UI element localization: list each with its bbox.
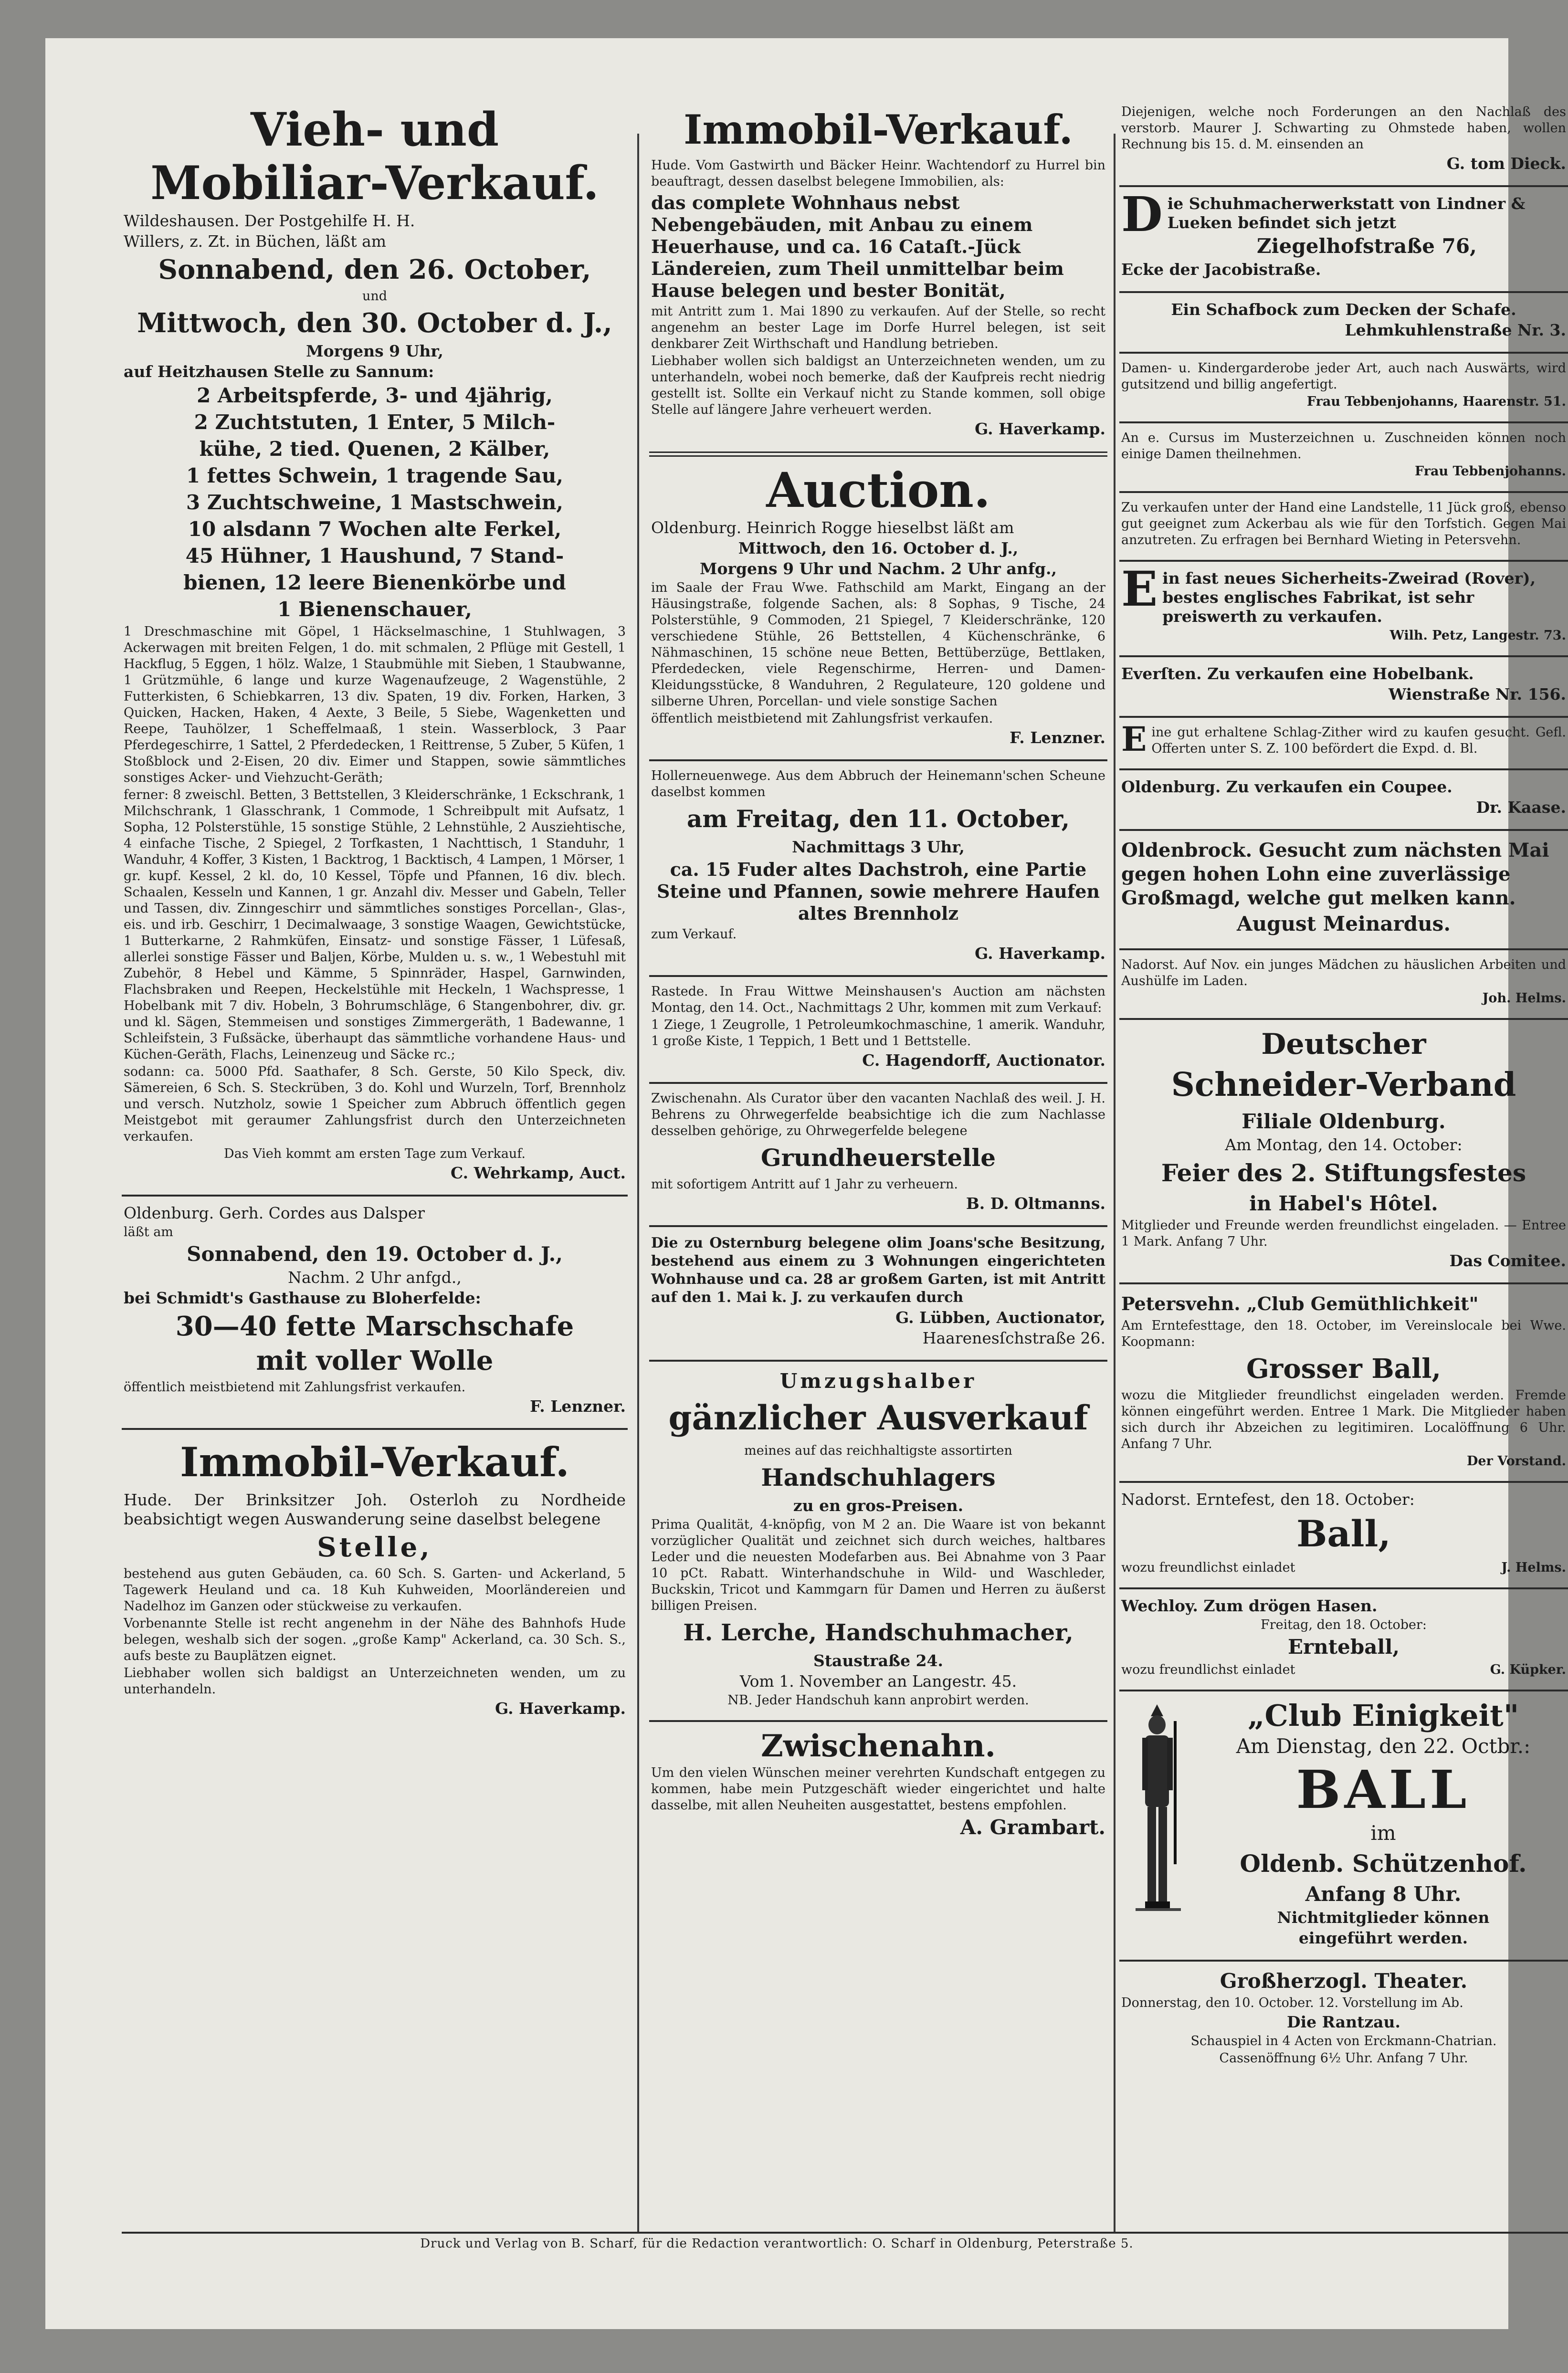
- ad-text: mit Antritt zum 1. Mai 1890 zu verkaufen. Auf der Stelle, so recht angenehm an bester Lage im Dorfe Hurrel belegen, ist seit denkbarer Zeit Wirthschaft und Handlung betrieben.: [651, 304, 1105, 351]
- ad-text: Vorbenannte Stelle ist recht angenehm in der Nähe des Bahnhofs Hude belegen, weshalb sich der sogen. „große Kamp" Ackerland, ca. 30 Sch. S., aufs beste zu Bauplätzen eignet.: [124, 1616, 626, 1663]
- divider: [1119, 655, 1568, 657]
- ad-text: Schauspiel in 4 Acten von Erckmann-Chatrian.: [1190, 2034, 1497, 2048]
- divider: [649, 1225, 1107, 1227]
- ad-text: Die zu Osternburg belegene olim Joans'sche Besitzung, bestehend aus einem zu 3 Wohnungen eingerichteten Wohnhause und ca. 28 ar großem Garten, ist mit Antritt auf den 1. Mai k. J. zu verkaufen durch: [651, 1235, 1105, 1306]
- ad-date: Sonnabend, den 19. October d. J.,: [187, 1242, 563, 1266]
- ad-headline: Ernteball,: [1288, 1635, 1400, 1659]
- ad-time: Nachm. 2 Uhr anfgd.,: [288, 1268, 462, 1287]
- ad-text: meines auf das reichhaltigste assortirten: [744, 1443, 1012, 1458]
- ad-text: Das Vieh kommt am ersten Tage zum Verkauf.: [224, 1146, 526, 1161]
- ad-headline: Die Rantzau.: [1286, 2013, 1401, 2031]
- ad-signature: Der Vorstand.: [1467, 1454, 1566, 1469]
- divider: [649, 975, 1107, 977]
- ad-text: Mitglieder und Freunde werden freundlichst eingeladen. — Entree 1 Mark. Anfang 7 Uhr.: [1121, 1218, 1566, 1249]
- ad-item: 1 Bienenschauer,: [277, 598, 472, 621]
- ad-text: Oldenburg. Zu verkaufen ein Coupee.: [1121, 777, 1452, 796]
- divider: [1119, 1960, 1568, 1962]
- divider: [649, 1360, 1107, 1362]
- ad-signature: Das Comitee.: [1449, 1251, 1566, 1270]
- ad-text: Nadorst. Erntefest, den 18. October:: [1121, 1490, 1415, 1509]
- ad-headline: Handschuhlagers: [761, 1463, 996, 1491]
- ad-cordes-marschschafe: [122, 1199, 628, 1425]
- ad-text: wozu freundlichst einladet: [1121, 1662, 1295, 1677]
- ad-place: in Habel's Hôtel.: [1249, 1192, 1438, 1215]
- ad-title: „Club Einigkeit": [1247, 1698, 1519, 1733]
- ad-headline: 30—40 fette Marschschafe: [175, 1311, 574, 1342]
- column-right: [1119, 100, 1568, 2224]
- ad-text: Damen- u. Kindergarderobe jeder Art, auch nach Auswärts, wird gutsitzend und billig angefertigt.: [1121, 361, 1566, 392]
- ad-item: bienen, 12 leere Bienenkörbe und: [183, 571, 566, 594]
- ad-headline: Grundheuerstelle: [760, 1144, 996, 1172]
- ad-place: bei Schmidt's Gasthause zu Bloherfelde:: [124, 1289, 481, 1307]
- ad-item: 2 Zuchtstuten, 1 Enter, 5 Milch-: [194, 410, 556, 434]
- ad-club-einigkeit: [1119, 1694, 1568, 1957]
- ad-time: Morgens 9 Uhr,: [306, 342, 443, 360]
- ad-lerche-ausverkauf: [649, 1365, 1107, 1717]
- ad-headline: ca. 15 Fuder altes Dachstroh, eine Partie Steine und Pfannen, sowie mehrere Haufen altes Brennholz: [657, 859, 1100, 924]
- ad-text: wozu freundlichst einladet: [1121, 1560, 1295, 1575]
- divider: [1119, 1690, 1568, 1691]
- ad-text: ferner: 8 zweischl. Betten, 3 Bettstellen, 3 Kleiderschränke, 1 Eckschrank, 1 Milchschrank, 1 Glasschrank, 1 Commode, 1 Schreibpult mit Aufsatz, 1 Sopha, 12 Polsterstühle, 15 sonstige Stühle, 2 Lehnstühle, 2 Ausziehtische, 4 einfache Tische, 2 Spiegel, 2 Torfkasten, 1 Nachttisch, 1 Standuhr, 1 Wanduhr, 4 Koffer, 3 Kisten, 1 Backtrog, 1 Backtisch, 4 Lampen, 1 Mörser, 1 gr. kupf. Kessel, 2 kl. do, 10 Kessel, Töpfe und Pfannen, 16 div. blech. Schaalen, Kesseln und Kannen, 1 gr. Anzahl div. Messer und Gabeln, Teller und Tassen, div. Zinngeschirr und sämmtliches sonstiges Porcellan-, Glas-, eis. und irb. Geschirr, 1 Decimalwaage, 3 sonstige Waagen, Gewichtstücke, 1 Butterkarne, 2 Rahmküfen, Einsatz- und sonstige Fässer, 1 Lüfesaß, allerlei sonstige Fässer und Baljen, Körbe, Mulden u. s. w., 1 Webestuhl mit Zubehör, 8 Hebel und Kämme, 5 Spinnräder, Haspel, Garnwinden, Flachsbraken und Reepen, Heckelstühle mit Heckeln, 1 Wachspresse, 1 Hobelbank mit 7 div. Hobeln, 3 Bohrumschläge, 6 Stangenbohrer, div. gr. und kl. Sägen, Stemmeisen und sonstiges Zimmergeräth, 1 Badewanne, 1 Schleifstein, 3 Fußsäcke, überhaupt das sämmtliche vorhandene Haus- und Küchen-Geräth, Flachs, Leinenzeug und Säcke rc.;: [124, 788, 626, 1062]
- ad-item: 45 Hühner, 1 Haushund, 7 Stand-: [185, 544, 564, 567]
- ad-text: Zwischenahn. Als Curator über den vacanten Nachlaß des weil. J. H. Behrens zu Ohrwegerfelde beabsichtige ich die zum Nachlasse desselben gehörige, zu Ohrwegerfelde belegene: [651, 1091, 1105, 1138]
- divider: [1119, 1282, 1568, 1284]
- ad-wechloy-ernteball: [1119, 1592, 1568, 1687]
- initial-letter: E: [1121, 561, 1158, 617]
- ad-rastede-auction: [649, 980, 1107, 1079]
- ad-zwischenahn-grundheuerstelle: [649, 1087, 1107, 1222]
- divider: [1119, 1587, 1568, 1589]
- ad-schafbock: [1119, 296, 1568, 349]
- ad-date: Am Montag, den 14. October:: [1225, 1135, 1463, 1154]
- ad-text: An e. Cursus im Musterzeichnen u. Zuschneiden können noch einige Damen theilnehmen.: [1121, 430, 1566, 462]
- ad-hollerneuenwege: [649, 764, 1107, 972]
- ad-date: Mittwoch, den 30. October d. J.,: [137, 307, 612, 339]
- ad-time: Anfang 8 Uhr.: [1305, 1882, 1462, 1906]
- divider: [1119, 1018, 1568, 1020]
- ad-text: Cassenöffnung 6½ Uhr. Anfang 7 Uhr.: [1219, 2051, 1468, 2066]
- ad-signature: A. Grambart.: [960, 1816, 1105, 1839]
- ad-text: läßt am: [124, 1225, 173, 1239]
- ad-text: öffentlich meistbietend mit Zahlungsfrist verkaufen.: [124, 1380, 466, 1395]
- ad-address: Haarenesſchstraße 26.: [922, 1329, 1105, 1347]
- ad-place: auf Heitzhausen Stelle zu Sannum:: [124, 362, 434, 381]
- ad-coupee: [1119, 773, 1568, 826]
- ad-text: 1 Dreschmaschine mit Göpel, 1 Häckselmaschine, 1 Stuhlwagen, 3 Ackerwagen mit breiten Felgen, 1 do. mit schmalen, 2 Pflüge mit Gestell, 1 Hackflug, 5 Eggen, 1 hölz. Walze, 1 Staubmühle mit Sieben, 1 Staubwanne, 1 Grützmühle, 6 lange und kurze Wagenaufzeuge, 2 Wagenstühle, 2 Futterkisten, 6 Schiebkarren, 13 div. Spaten, 19 div. Forken, Harken, 3 Quicken, Hacken, Haken, 4 Aexte, 3 Beile, 5 Siebe, Wagenketten und Reepe, Tauhölzer, 1 Scheffelmaaß, 1 stein. Wasserblock, 3 Paar Pferdegeschirre, 1 Sattel, 2 Pferdedecken, 1 Reittrense, 5 Zuber, 5 Küfen, 1 Stoßblock und 2-Eisen, 20 div. Eimer und Stappen, sowie sämmtliches sonstiges Acker- und Viehzucht-Geräth;: [124, 624, 626, 785]
- ad-text: zu en gros-Preisen.: [793, 1496, 964, 1515]
- ad-text: Everſten. Zu verkaufen eine Hobelbank.: [1121, 664, 1474, 683]
- ad-signature: G. Haverkamp.: [975, 944, 1105, 963]
- ad-text: Um den vielen Wünschen meiner verehrten Kundschaft entgegen zu kommen, habe mein Putzgeschäft wieder eingerichtet und halte dasselbe, mit allen Neuheiten ausgestattet, bestens empfohlen.: [651, 1765, 1105, 1813]
- divider: [1119, 829, 1568, 831]
- ad-signature: J. Helms.: [1501, 1560, 1566, 1575]
- ad-damengarderobe: [1119, 357, 1568, 419]
- initial-letter: D: [1121, 186, 1163, 242]
- soldier-illustration: [1121, 1702, 1193, 1931]
- ad-signature: C. Hagendorff, Auctionator.: [862, 1051, 1105, 1070]
- ad-text: Oldenbrock. Gesucht zum nächsten Mai gegen hohen Lohn eine zuverlässige Großmagd, welche gut melken kann.: [1121, 839, 1549, 909]
- ad-text: Wechloy. Zum drögen Hasen.: [1121, 1596, 1378, 1615]
- ad-musterzeichnen: [1119, 426, 1568, 488]
- ad-text: NB. Jeder Handschuh kann anprobirt werden.: [727, 1693, 1029, 1708]
- ad-title: Zwischenahn.: [761, 1728, 996, 1764]
- ad-osternburg-besitzung: [649, 1230, 1107, 1357]
- ad-grambart-putzgeschaeft: [649, 1725, 1107, 1849]
- ad-schuhmacherwerkstatt: [1119, 186, 1568, 288]
- ad-address: Lehmkuhlenstraße Nr. 3.: [1345, 321, 1566, 339]
- ad-subtitle: Filiale Oldenburg.: [1242, 1110, 1446, 1133]
- ad-time: Morgens 9 Uhr und Nachm. 2 Uhr anfg.,: [700, 559, 1057, 578]
- ad-text: mit sofortigem Antritt auf 1 Jahr zu verheuern.: [651, 1177, 958, 1192]
- ad-signature: G. Haverkamp.: [975, 420, 1105, 438]
- ad-text: Vom 1. November an Langestr. 45.: [739, 1672, 1017, 1690]
- ad-text: eingeführt werden.: [1298, 1929, 1468, 1947]
- ad-item: 2 Arbeitspferde, 3- und 4jährig,: [197, 384, 553, 407]
- ad-text: Donnerstag, den 10. October. 12. Vorstellung im Ab.: [1121, 1995, 1463, 2010]
- footer-divider: [122, 2232, 1568, 2234]
- ad-text: Diejenigen, welche noch Forderungen an den Nachlaß des verstorb. Maurer J. Schwarting zu Ohmstede haben, wollen Rechnung bis 15. d. M. einsenden an: [1121, 105, 1566, 152]
- ad-text: Nadorst. Auf Nov. ein junges Mädchen zu häuslichen Arbeiten und Aushülfe im Laden.: [1121, 957, 1566, 988]
- ad-text: Freitag, den 18. October:: [1260, 1617, 1427, 1632]
- ad-text: Ein Schafbock zum Decken der Schafe.: [1171, 300, 1516, 319]
- ad-date: am Freitag, den 11. October,: [686, 805, 1070, 833]
- ad-grossmagd: [1119, 834, 1568, 945]
- ad-text: ie Schuhmacherwerkstatt von Lindner & Lueken befindet sich jetzt: [1167, 194, 1526, 232]
- ad-text: Liebhaber wollen sich baldigst an Unterzeichneten wenden, um zu unterhandeln, wobei noch bemerke, daß der Kaufpreis recht niedrig gestellt ist. Sollte ein Verkauf nicht zu Stande kommen, soll obige Stelle auf längere Jahre verheuert werden.: [651, 354, 1105, 417]
- ad-text: im: [1370, 1821, 1396, 1845]
- column-divider: [1114, 134, 1115, 2234]
- ad-landstelle: [1119, 496, 1568, 557]
- ad-date: Mittwoch, den 16. October d. J.,: [738, 539, 1019, 557]
- ad-title: Immobil-Verkauf.: [180, 1438, 569, 1486]
- divider: [1119, 352, 1568, 354]
- ad-vieh-mobiliar-verkauf: [122, 100, 628, 1192]
- divider: [1119, 948, 1568, 950]
- ad-item: 3 Zuchtschweine, 1 Mastschwein,: [186, 491, 563, 514]
- ad-item: kühe, 2 tied. Quenen, 2 Kälber,: [199, 437, 550, 461]
- ad-theater: [1119, 1964, 1568, 2075]
- ad-title: Petersvehn. „Club Gemüthlichkeit": [1121, 1293, 1479, 1314]
- ad-item: 1 fettes Schwein, 1 tragende Sau,: [186, 464, 564, 487]
- ad-club-gemuethlichkeit: [1119, 1287, 1568, 1478]
- ad-name: H. Lerche, Handschuhmacher,: [683, 1619, 1073, 1646]
- ad-headline: Feier des 2. Stiftungsfestes: [1161, 1159, 1526, 1187]
- column-divider: [637, 134, 639, 2234]
- ad-signature: C. Wehrkamp, Auct.: [450, 1164, 626, 1182]
- ad-immobil-verkauf-wachtendorf: [649, 100, 1107, 448]
- ad-text: Hude. Vom Gastwirth und Bäcker Heinr. Wachtendorf zu Hurrel bin beauftragt, dessen daselbst belegene Immobilien, als:: [651, 158, 1105, 189]
- ad-headline: Ball,: [1296, 1512, 1391, 1555]
- ad-text: Zu verkaufen unter der Hand eine Landstelle, 11 Jück groß, ebenso gut geeignet zum Ackerbau als wie für den Torfstich. Gegen Mai anzutreten. Zu erfragen bei Bernhard Wieting in Petersvehn.: [1121, 500, 1566, 547]
- ad-title: Mobiliar-Verkauf.: [150, 156, 599, 210]
- ad-place: Oldenb. Schützenhof.: [1240, 1849, 1527, 1878]
- ad-text: in fast neues Sicherheits-Zweirad (Rover), bestes englisches Fabrikat, ist sehr preiswerth zu verkaufen.: [1162, 569, 1536, 626]
- ad-signature: Wilh. Petz, Langestr. 73.: [1389, 628, 1566, 643]
- divider: [1119, 768, 1568, 770]
- divider: [649, 452, 1107, 457]
- ad-title: Vieh- und: [250, 103, 499, 157]
- ad-text: Umzugshalber: [779, 1369, 977, 1393]
- ad-time: Nachmittags 3 Uhr,: [792, 838, 965, 856]
- ad-text: Prima Qualität, 4-knöpfig, von M 2 an. Die Waare ist von bekannt vorzüglicher Qualität und zeichnet sich durch weiches, haltbares Leder und die neuesten Modefarben aus. Bei Abnahme von 3 Paar 10 pCt. Rabatt. Winterhandschuhe in Wild- und Waschleder, Buckskin, Tricot und Kammgarn für Damen und Herren zu äußerst billigen Preisen.: [651, 1517, 1105, 1613]
- ad-title: Auction.: [766, 462, 990, 518]
- ad-signature: G. Lübben, Auctionator,: [895, 1308, 1105, 1327]
- ad-text: 1 Ziege, 1 Zeugrolle, 1 Petroleumkochmaschine, 1 amerik. Wanduhr, 1 große Kiste, 1 Teppich, 1 Bett und 1 Bettstelle.: [651, 1018, 1105, 1049]
- ad-item: 10 alsdann 7 Wochen alte Ferkel,: [188, 517, 562, 541]
- ad-signature: F. Lenzner.: [1010, 728, 1105, 747]
- ad-zweirad: [1119, 561, 1568, 652]
- ad-headline: das complete Wohnhaus nebst Nebengebäuden, mit Anbau zu einem Heuerhause, und ca. 16 Cataſt.-Jück Ländereien, zum Theil unmittelbar beim Hause belegen und bester Bonität,: [651, 192, 1064, 301]
- ad-hobelbank: [1119, 660, 1568, 713]
- ad-text: Am Erntefesttage, den 18. October, im Vereinslocale bei Wwe. Koopmann:: [1121, 1318, 1566, 1349]
- column-middle: [649, 100, 1107, 2224]
- ad-signature: G. Küpker.: [1490, 1662, 1566, 1677]
- ad-text: Hude. Der Brinksitzer Joh. Osterloh zu Nordheide beabsichtigt wegen Auswanderung seine daselbst belegene: [124, 1491, 626, 1528]
- ad-date: Am Dienstag, den 22. Octbr.:: [1236, 1734, 1531, 1758]
- divider: [1119, 291, 1568, 293]
- ad-immobil-verkauf-osterloh: [122, 1433, 628, 1727]
- ad-text: sodann: ca. 5000 Pfd. Saathafer, 8 Sch. Gerste, 50 Kilo Speck, div. Sämereien, 6 Sch. S. Steckrüben, 3 do. Kohl und Wurzeln, Torf, Brennholz und versch. Nutzholz, sowie 1 Speicher zum Abbruch öffentlich gegen Meistgebot mit geraumer Zahlungsfrist durch den Unterzeichneten verkaufen.: [124, 1064, 626, 1144]
- divider: [649, 1082, 1107, 1084]
- ad-signature: Dr. Kaase.: [1476, 798, 1566, 817]
- ad-text: Liebhaber wollen sich baldigst an Unterzeichneten wenden, um zu unterhandeln.: [124, 1666, 626, 1697]
- ad-text: öffentlich meistbietend mit Zahlungsfrist verkaufen.: [651, 711, 993, 726]
- ad-schneider-verband: [1119, 1023, 1568, 1280]
- ad-signature: B. D. Oltmanns.: [966, 1194, 1105, 1213]
- ad-text: ine gut erhaltene Schlag-Zither wird zu kaufen gesucht. Gefl. Offerten unter S. Z. 100 befördert die Expd. d. Bl.: [1151, 725, 1566, 756]
- divider: [1119, 185, 1568, 187]
- ad-text: im Saale der Frau Wwe. Fathschild am Markt, Eingang an der Häusingstraße, folgende Sachen, als: 8 Sophas, 9 Tische, 24 Polsterstühle, 9 Commoden, 21 Spiegel, 7 Kleiderschränke, 120 verschiedene Stühle, 26 Bettstellen, 4 Küchenschränke, 6 Nähmaschinen, 15 schöne neue Betten, Bettüberzüge, Bettlaken, Pferdedecken, viele Regenschirme, Herren- und Damen-Kleidungsstücke, 8 Wanduhren, 2 Regulateure, 120 goldene und silberne Uhren, Porcellan- und viele sonstige Sachen: [651, 580, 1105, 709]
- column-left: [122, 100, 628, 2224]
- ad-address: Staustraße 24.: [813, 1651, 943, 1670]
- ad-signature: F. Lenzner.: [530, 1397, 626, 1416]
- ad-text: Rastede. In Frau Wittwe Meinshausen's Auction am nächsten Montag, den 14. Oct., Nachmittags 2 Uhr, kommen mit zum Verkauf:: [651, 984, 1105, 1015]
- ad-title: Großherzogl. Theater.: [1220, 1969, 1468, 1993]
- ad-signature: Frau Tebbenjohanns, Haarenstr. 51.: [1306, 394, 1566, 409]
- divider: [649, 1720, 1107, 1722]
- ad-address: Wienstraße Nr. 156.: [1388, 685, 1566, 704]
- ad-text: Willers, z. Zt. in Büchen, läßt am: [124, 232, 387, 251]
- ad-signature: Frau Tebbenjohanns.: [1415, 464, 1566, 479]
- ad-text: Oldenburg. Gerh. Cordes aus Dalsper: [124, 1204, 425, 1222]
- divider: [1119, 421, 1568, 423]
- divider: [122, 1195, 628, 1197]
- newspaper-page: [45, 38, 1566, 2329]
- divider: [1119, 1481, 1568, 1483]
- ad-address: Ziegelhofstraße 76,: [1257, 234, 1477, 258]
- ad-nadorst-ball: [1119, 1486, 1568, 1585]
- ad-text: bestehend aus guten Gebäuden, ca. 60 Sch. S. Garten- und Ackerland, 5 Tagewerk Heuland und ca. 18 Kuh Kuhweiden, Moorländereien und Nadelhoz im Ganzen oder stückweise zu verkaufen.: [124, 1566, 626, 1614]
- initial-letter: E: [1121, 719, 1147, 759]
- ad-headline: mit voller Wolle: [256, 1345, 494, 1376]
- ad-signature: G. tom Dieck.: [1446, 154, 1566, 173]
- ad-date: Sonnabend, den 26. October,: [158, 254, 591, 285]
- divider: [649, 759, 1107, 761]
- ad-text: und: [362, 289, 388, 304]
- imprint-footer: Druck und Verlag von B. Scharf, für die Redaction verantwortlich: O. Scharf in Oldenburg, Peterstraße 5.: [420, 2236, 1134, 2251]
- ad-text: Wildeshausen. Der Postgehilfe H. H.: [124, 211, 415, 230]
- ad-text: Hollerneuenwege. Aus dem Abbruch der Heinemann'schen Scheune daselbst kommen: [651, 768, 1105, 799]
- ad-signature: Joh. Helms.: [1482, 991, 1566, 1006]
- ad-headline: Stelle,: [317, 1532, 432, 1563]
- ad-headline: gänzlicher Ausverkauf: [668, 1398, 1088, 1438]
- ad-text: wozu die Mitglieder freundlichst eingeladen werden. Fremde können eingeführt werden. Entree 1 Mark. Die Mitglieder haben sich durch ihr Abzeichen zu legitimiren. Localöffnung 6 Uhr. Anfang 7 Uhr.: [1121, 1388, 1566, 1451]
- ad-headline: BALL: [1296, 1759, 1471, 1820]
- ad-text: Nichtmitglieder können: [1277, 1908, 1490, 1927]
- ad-title: Schneider-Verband: [1171, 1066, 1516, 1104]
- ad-maedchen: [1119, 953, 1568, 1015]
- divider: [1119, 716, 1568, 718]
- divider: [122, 1428, 628, 1430]
- ad-signature: G. Haverkamp.: [495, 1699, 626, 1718]
- ad-text: Ecke der Jacobistraße.: [1121, 260, 1321, 279]
- ad-title: Deutscher: [1261, 1028, 1426, 1061]
- ad-auction-rogge: [649, 461, 1107, 756]
- ad-headline: Grosser Ball,: [1246, 1353, 1442, 1385]
- divider: [1119, 491, 1568, 493]
- ad-forderungen-schwarting: [1119, 100, 1568, 182]
- ad-text: zum Verkauf.: [651, 927, 737, 942]
- divider: [1119, 560, 1568, 562]
- ad-text: Oldenburg. Heinrich Rogge hieselbst läßt am: [651, 518, 1014, 537]
- ad-title: Immobil-Verkauf.: [684, 106, 1073, 153]
- ad-zither: [1119, 721, 1568, 766]
- ad-signature: August Meinardus.: [1237, 912, 1451, 935]
